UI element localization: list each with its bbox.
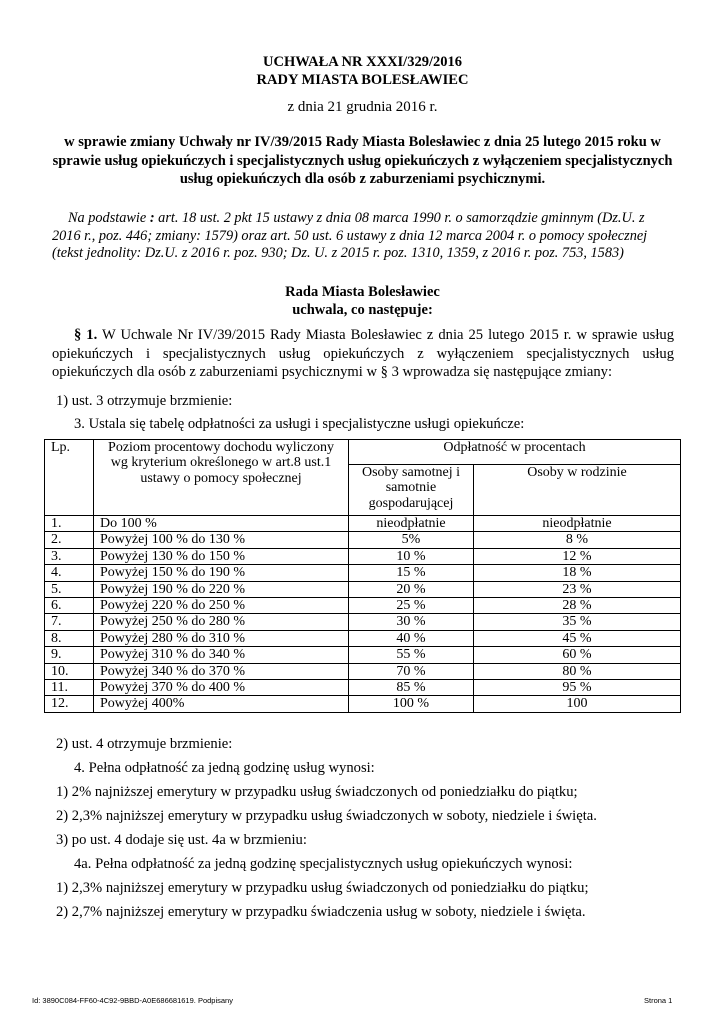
table-row — [45, 516, 681, 532]
cell-family-fee: 23 % — [474, 581, 681, 597]
document-subject: w sprawie zmiany Uchwały nr IV/39/2015 Rady Miasta Bolesławiec z dnia 25 lutego 2015 roku w sprawie usług opiekuńczych i specjalistycznych usług opiekuńczych z wyłączeniem specjalistycznych usług opiekuńczych dla osób z zaburzeniami psychicznymi. — [52, 134, 673, 187]
cell-family-fee: 28 % — [474, 598, 681, 614]
cell-family-fee: 18 % — [474, 565, 681, 581]
table-row — [45, 614, 681, 630]
cell-single-fee: 100 % — [349, 696, 474, 712]
cell-single-fee: 30 % — [349, 614, 474, 630]
cell-family-fee: 60 % — [474, 647, 681, 663]
document-date: z dnia 21 grudnia 2016 r. — [287, 99, 438, 115]
cell-family-fee: 35 % — [474, 614, 681, 630]
document-title — [0, 53, 725, 89]
item-2-subtext: 4. Pełna odpłatność za jedną godzinę usług wynosi: — [74, 760, 375, 776]
cell-single-fee: 20 % — [349, 581, 474, 597]
legal-basis-colon: : — [149, 210, 155, 226]
item-2-point-1: 1) 2% najniższej emerytury w przypadku usług świadczonych od poniedziałku do piątku; — [56, 784, 578, 800]
cell-income-level: Powyżej 400% — [94, 696, 349, 712]
table-row — [45, 548, 681, 564]
cell-single-fee: 15 % — [349, 565, 474, 581]
cell-lp: 1. — [45, 516, 94, 532]
item-2: 2) ust. 4 otrzymuje brzmienie: — [56, 736, 233, 752]
legal-basis-body: art. 18 ust. 2 pkt 15 ustawy z dnia 08 marca 1990 r. o samorządzie gminnym (Dz.U. z 2016 r., poz. 446; zmiany: 1579) oraz art. 50 ust. 6 ustawy z dnia 12 marca 2004 r. o pomocy społecznej (tekst jednolity: Dz.U. z 2016 r. poz. 930; Dz. U. z 2015 r. poz. 1310, 1359, z 2016 r. poz. 753, 1583) — [52, 210, 648, 261]
legal-basis — [52, 210, 676, 263]
cell-income-level: Powyżej 190 % do 220 % — [94, 581, 349, 597]
cell-income-level: Powyżej 280 % do 310 % — [94, 630, 349, 646]
header-family-person: Osoby w rodzinie — [474, 465, 681, 516]
cell-income-level: Powyżej 370 % do 400 % — [94, 680, 349, 696]
section-1-mark: § 1. — [74, 327, 98, 343]
table-row — [45, 630, 681, 646]
item-3-point-1: 1) 2,3% najniższej emerytury w przypadku usług świadczonych od poniedziałku do piątku; — [56, 880, 589, 896]
item-1-subtext: 3. Ustala się tabelę odpłatności za usługi i specjalistyczne usługi opiekuńcze: — [74, 416, 525, 432]
cell-lp: 12. — [45, 696, 94, 712]
item-3-subtext: 4a. Pełna odpłatność za jedną godzinę specjalistycznych usług opiekuńczych wynosi: — [74, 856, 573, 872]
header-lp: Lp. — [45, 440, 94, 516]
table-row — [45, 565, 681, 581]
header-income-level: Poziom procentowy dochodu wyliczony wg kryterium określonego w art.8 ust.1 ustawy o pomocy społecznej — [94, 440, 349, 516]
item-2-point-2: 2) 2,3% najniższej emerytury w przypadku usług świadczonych w soboty, niedziele i święta. — [56, 808, 597, 824]
legal-basis-prefix: Na podstawie — [68, 210, 150, 226]
table-row — [45, 532, 681, 548]
cell-income-level: Powyżej 130 % do 150 % — [94, 548, 349, 564]
cell-income-level: Powyżej 340 % do 370 % — [94, 663, 349, 679]
cell-single-fee: 5% — [349, 532, 474, 548]
title-line-2: RADY MIASTA BOLESŁAWIEC — [256, 72, 469, 88]
cell-income-level: Powyżej 220 % do 250 % — [94, 598, 349, 614]
cell-single-fee: 10 % — [349, 548, 474, 564]
cell-single-fee: 85 % — [349, 680, 474, 696]
section-1 — [52, 326, 674, 382]
table-row — [45, 647, 681, 663]
cell-lp: 11. — [45, 680, 94, 696]
cell-single-fee: 25 % — [349, 598, 474, 614]
cell-income-level: Powyżej 250 % do 280 % — [94, 614, 349, 630]
item-3-point-2: 2) 2,7% najniższej emerytury w przypadku świadczenia usług w soboty, niedziele i święta. — [56, 904, 586, 920]
table-row — [45, 598, 681, 614]
fee-table — [44, 439, 681, 713]
cell-family-fee: nieodpłatnie — [474, 516, 681, 532]
item-1: 1) ust. 3 otrzymuje brzmienie: — [56, 393, 233, 409]
cell-single-fee: 70 % — [349, 663, 474, 679]
cell-lp: 2. — [45, 532, 94, 548]
cell-income-level: Powyżej 310 % do 340 % — [94, 647, 349, 663]
title-line-1: UCHWAŁA NR XXXI/329/2016 — [263, 54, 462, 70]
council-resolves-text: uchwala, co następuje: — [292, 302, 433, 318]
table-row — [45, 696, 681, 712]
section-1-text: W Uchwale Nr IV/39/2015 Rady Miasta Bolesławiec z dnia 25 lutego 2015 r. w sprawie usług opiekuńczych i specjalistycznych usług opiekuńczych z wyłączeniem specjalistycznych usług opiekuńczych dla osób z zaburzeniami psychicznymi w § 3 wprowadza się następujące zmiany: — [52, 327, 674, 380]
cell-single-fee: 40 % — [349, 630, 474, 646]
header-single-person: Osoby samotnej i samotnie gospodarującej — [349, 465, 474, 516]
header-fee-percent: Odpłatność w procentach — [349, 440, 681, 465]
cell-income-level: Powyżej 150 % do 190 % — [94, 565, 349, 581]
legal-basis-text — [52, 210, 676, 263]
cell-lp: 8. — [45, 630, 94, 646]
cell-family-fee: 8 % — [474, 532, 681, 548]
cell-family-fee: 100 — [474, 696, 681, 712]
table-row — [45, 663, 681, 679]
council-name: Rada Miasta Bolesławiec — [285, 284, 440, 300]
cell-income-level: Powyżej 100 % do 130 % — [94, 532, 349, 548]
cell-family-fee: 45 % — [474, 630, 681, 646]
cell-family-fee: 80 % — [474, 663, 681, 679]
cell-lp: 10. — [45, 663, 94, 679]
cell-lp: 4. — [45, 565, 94, 581]
council-resolves — [0, 283, 725, 319]
cell-lp: 5. — [45, 581, 94, 597]
cell-single-fee: 55 % — [349, 647, 474, 663]
cell-family-fee: 95 % — [474, 680, 681, 696]
cell-lp: 6. — [45, 598, 94, 614]
cell-lp: 9. — [45, 647, 94, 663]
table-row — [45, 581, 681, 597]
cell-income-level: Do 100 % — [94, 516, 349, 532]
footer-page-number: Strona 1 — [644, 996, 673, 1005]
cell-lp: 7. — [45, 614, 94, 630]
item-3: 3) po ust. 4 dodaje się ust. 4a w brzmieniu: — [56, 832, 307, 848]
cell-single-fee: nieodpłatnie — [349, 516, 474, 532]
table-row — [45, 680, 681, 696]
cell-lp: 3. — [45, 548, 94, 564]
cell-family-fee: 12 % — [474, 548, 681, 564]
footer-document-id: Id: 3890C084-FF60-4C92-9BBD-A0E686681619. Podpisany — [32, 996, 233, 1005]
